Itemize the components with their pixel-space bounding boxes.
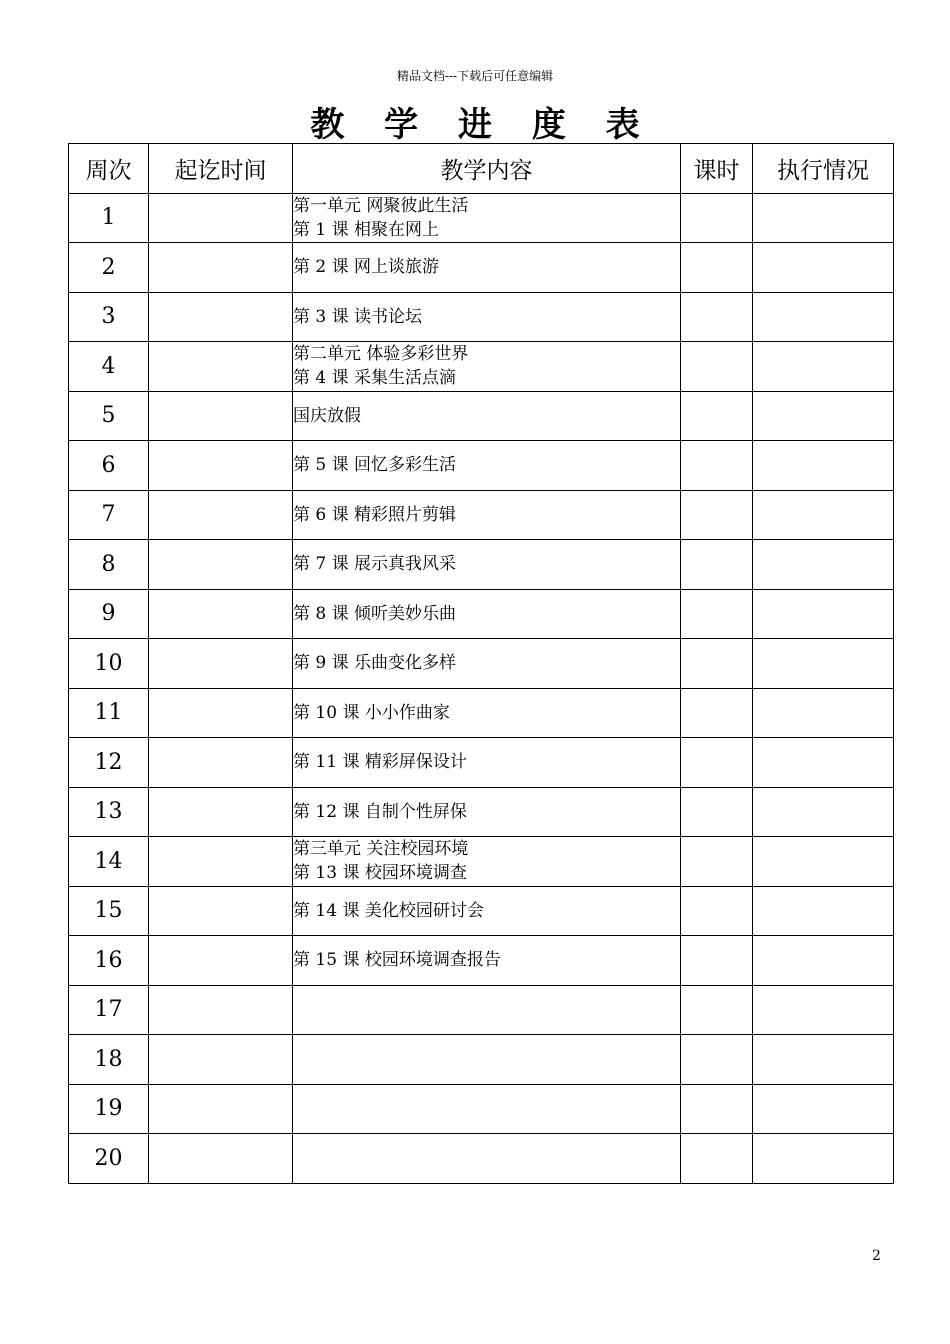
period-cell	[149, 589, 293, 639]
hours-cell	[681, 441, 753, 491]
content-line: 第 1 课 相聚在网上	[293, 219, 440, 240]
content-line: 第一单元 网聚彼此生活	[293, 195, 469, 216]
week-number-cell: 20	[69, 1134, 149, 1184]
column-header-week: 周次	[69, 144, 149, 194]
table-row	[69, 391, 894, 441]
table-row	[69, 540, 894, 590]
content-cell	[293, 193, 681, 243]
status-cell	[753, 837, 894, 887]
content-cell	[293, 1084, 681, 1134]
week-number-cell: 12	[69, 738, 149, 788]
week-number-cell: 4	[69, 342, 149, 392]
content-cell	[293, 292, 681, 342]
week-number-cell: 17	[69, 985, 149, 1035]
content-line: 第 12 课 自制个性屏保	[293, 801, 467, 822]
week-number-cell: 2	[69, 243, 149, 293]
week-number-cell: 7	[69, 490, 149, 540]
status-cell	[753, 886, 894, 936]
period-cell	[149, 342, 293, 392]
table-row	[69, 441, 894, 491]
content-cell	[293, 391, 681, 441]
week-number-cell: 3	[69, 292, 149, 342]
hours-cell	[681, 342, 753, 392]
week-number-cell: 9	[69, 589, 149, 639]
content-line: 第 10 课 小小作曲家	[293, 702, 450, 723]
period-cell	[149, 540, 293, 590]
period-cell	[149, 490, 293, 540]
content-line: 第 4 课 采集生活点滴	[293, 368, 457, 389]
hours-cell	[681, 1134, 753, 1184]
column-header-hours: 课时	[681, 144, 753, 194]
hours-cell	[681, 243, 753, 293]
status-cell	[753, 342, 894, 392]
period-cell	[149, 738, 293, 788]
hours-cell	[681, 391, 753, 441]
content-line: 第二单元 体验多彩世界	[293, 344, 469, 365]
table-row	[69, 1084, 894, 1134]
table-row	[69, 490, 894, 540]
content-cell	[293, 787, 681, 837]
week-number-cell: 5	[69, 391, 149, 441]
column-header-content: 教学内容	[293, 144, 681, 194]
hours-cell	[681, 589, 753, 639]
content-cell	[293, 342, 681, 392]
week-number-cell: 11	[69, 688, 149, 738]
status-cell	[753, 1084, 894, 1134]
table-row	[69, 738, 894, 788]
status-cell	[753, 936, 894, 986]
status-cell	[753, 391, 894, 441]
hours-cell	[681, 1035, 753, 1085]
table-row	[69, 1134, 894, 1184]
status-cell	[753, 540, 894, 590]
hours-cell	[681, 193, 753, 243]
content-line: 第 6 课 精彩照片剪辑	[293, 504, 457, 525]
content-cell	[293, 985, 681, 1035]
table-row	[69, 985, 894, 1035]
content-cell	[293, 243, 681, 293]
table-row	[69, 342, 894, 392]
table-row	[69, 639, 894, 689]
week-number-cell: 19	[69, 1084, 149, 1134]
content-cell	[293, 490, 681, 540]
content-cell	[293, 738, 681, 788]
period-cell	[149, 243, 293, 293]
status-cell	[753, 1134, 894, 1184]
content-line: 第 11 课 精彩屏保设计	[293, 752, 467, 773]
table-row	[69, 837, 894, 887]
content-cell	[293, 688, 681, 738]
page-number: 2	[872, 1248, 881, 1264]
week-number-cell: 18	[69, 1035, 149, 1085]
period-cell	[149, 292, 293, 342]
table-row	[69, 886, 894, 936]
status-cell	[753, 985, 894, 1035]
content-line: 第 14 课 美化校园研讨会	[293, 900, 484, 921]
week-number-cell: 14	[69, 837, 149, 887]
table-row	[69, 243, 894, 293]
content-cell	[293, 837, 681, 887]
hours-cell	[681, 490, 753, 540]
period-cell	[149, 886, 293, 936]
table-row	[69, 193, 894, 243]
content-line: 第三单元 关注校园环境	[293, 839, 469, 860]
period-cell	[149, 936, 293, 986]
period-cell	[149, 1035, 293, 1085]
column-header-period: 起讫时间	[149, 144, 293, 194]
table-row	[69, 688, 894, 738]
content-line: 第 13 课 校园环境调查	[293, 863, 467, 884]
status-cell	[753, 490, 894, 540]
table-row	[69, 1035, 894, 1085]
content-cell	[293, 639, 681, 689]
period-cell	[149, 787, 293, 837]
status-cell	[753, 1035, 894, 1085]
week-number-cell: 8	[69, 540, 149, 590]
hours-cell	[681, 292, 753, 342]
period-cell	[149, 1084, 293, 1134]
hours-cell	[681, 985, 753, 1035]
week-number-cell: 16	[69, 936, 149, 986]
table-header-row	[69, 144, 894, 194]
period-cell	[149, 391, 293, 441]
period-cell	[149, 193, 293, 243]
hours-cell	[681, 787, 753, 837]
content-cell	[293, 589, 681, 639]
period-cell	[149, 837, 293, 887]
status-cell	[753, 589, 894, 639]
hours-cell	[681, 738, 753, 788]
hours-cell	[681, 837, 753, 887]
week-number-cell: 1	[69, 193, 149, 243]
week-number-cell: 10	[69, 639, 149, 689]
period-cell	[149, 1134, 293, 1184]
status-cell	[753, 787, 894, 837]
table-row	[69, 589, 894, 639]
content-line: 国庆放假	[293, 405, 361, 426]
content-cell	[293, 886, 681, 936]
header-note: 精品文档---下载后可任意编辑	[396, 69, 554, 83]
content-cell	[293, 441, 681, 491]
status-cell	[753, 738, 894, 788]
hours-cell	[681, 886, 753, 936]
content-line: 第 8 课 倾听美妙乐曲	[293, 603, 457, 624]
status-cell	[753, 441, 894, 491]
schedule-table	[68, 143, 894, 1184]
hours-cell	[681, 688, 753, 738]
week-number-cell: 13	[69, 787, 149, 837]
table-row	[69, 292, 894, 342]
week-number-cell: 6	[69, 441, 149, 491]
content-cell	[293, 540, 681, 590]
content-line: 第 7 课 展示真我风采	[293, 554, 457, 575]
status-cell	[753, 193, 894, 243]
period-cell	[149, 688, 293, 738]
content-line: 第 3 课 读书论坛	[293, 306, 423, 327]
period-cell	[149, 985, 293, 1035]
status-cell	[753, 639, 894, 689]
table-row	[69, 787, 894, 837]
status-cell	[753, 292, 894, 342]
status-cell	[753, 688, 894, 738]
hours-cell	[681, 639, 753, 689]
content-line: 第 2 课 网上谈旅游	[293, 257, 440, 278]
period-cell	[149, 441, 293, 491]
hours-cell	[681, 936, 753, 986]
status-cell	[753, 243, 894, 293]
column-header-status: 执行情况	[753, 144, 894, 194]
period-cell	[149, 639, 293, 689]
content-line: 第 5 课 回忆多彩生活	[293, 455, 457, 476]
content-cell	[293, 1035, 681, 1085]
hours-cell	[681, 540, 753, 590]
page-title: 教 学 进 度 表	[310, 105, 654, 145]
content-line: 第 9 课 乐曲变化多样	[293, 653, 457, 674]
week-number-cell: 15	[69, 886, 149, 936]
table-row	[69, 936, 894, 986]
content-cell	[293, 936, 681, 986]
schedule-body	[69, 193, 894, 1183]
content-line: 第 15 课 校园环境调查报告	[293, 950, 501, 971]
content-cell	[293, 1134, 681, 1184]
hours-cell	[681, 1084, 753, 1134]
